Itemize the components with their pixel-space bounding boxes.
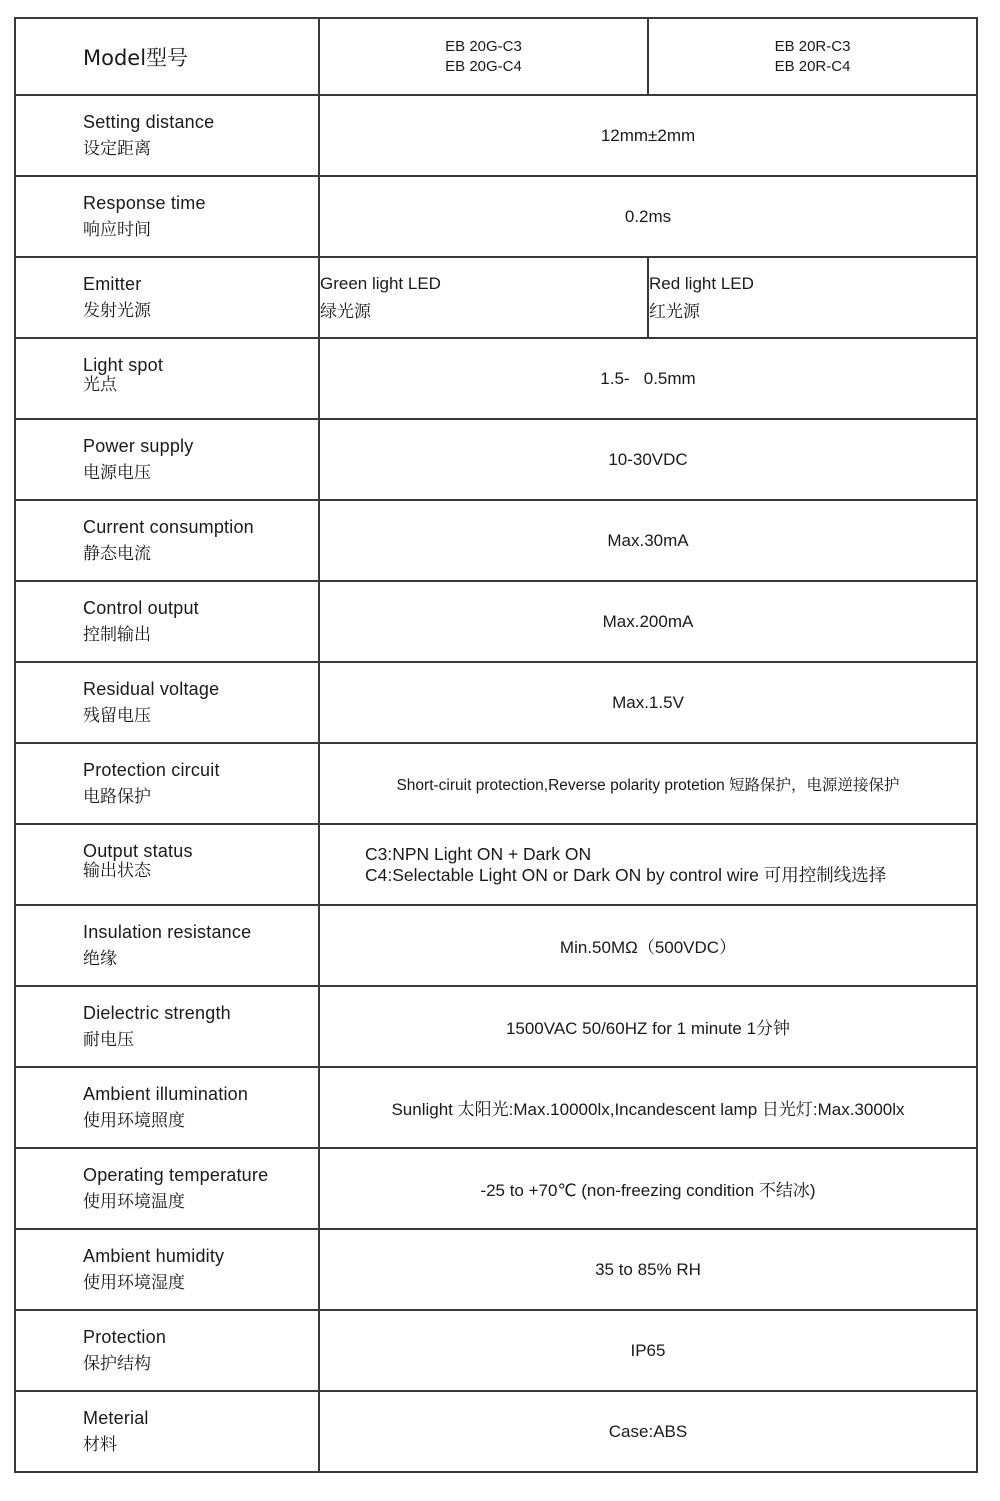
emitter-red-cell <box>648 257 977 338</box>
row-value: 12mm±2mm <box>319 95 977 176</box>
label-en: Ambient illumination <box>83 1084 249 1104</box>
label-en: Response time <box>83 193 206 213</box>
model-a-cell <box>319 18 648 95</box>
label-en: Ambient humidity <box>83 1246 225 1266</box>
row-label <box>15 1148 319 1229</box>
label-en: Output status <box>83 840 193 861</box>
model-a-line-1: EB 20G-C3 <box>445 37 522 55</box>
label-en: Protection <box>83 1327 167 1347</box>
row-label <box>15 986 319 1067</box>
row-value: Max.30mA <box>319 500 977 581</box>
row-label <box>15 1391 319 1472</box>
label-en: Insulation resistance <box>83 922 252 942</box>
row-value: -25 to +70℃ (non-freezing condition 不结冰) <box>319 1148 977 1229</box>
label-zh: 光点 <box>83 374 117 395</box>
label-zh: 发射光源 <box>83 301 151 321</box>
row-value: Case:ABS <box>319 1391 977 1472</box>
emitter-green-zh: 绿光源 <box>320 301 371 322</box>
row-value: Short-ciruit protection,Reverse polarity protetion 短路保护，电源逆接保护 <box>319 743 977 824</box>
row-label <box>15 176 319 257</box>
row-label <box>15 905 319 986</box>
label-en: Residual voltage <box>83 679 220 699</box>
table-row <box>15 257 977 338</box>
row-label <box>15 743 319 824</box>
emitter-green-cell <box>319 257 648 338</box>
label-zh: 保护结构 <box>83 1354 151 1374</box>
row-label <box>15 95 319 176</box>
table-row <box>15 743 977 824</box>
table-row <box>15 419 977 500</box>
label-zh: 电路保护 <box>83 787 151 807</box>
table-row <box>15 1148 977 1229</box>
table-row <box>15 1067 977 1148</box>
label-zh: 绝缘 <box>83 949 117 969</box>
label-zh: 响应时间 <box>83 220 151 240</box>
model-label-cell <box>15 18 319 95</box>
label-zh: 使用环境照度 <box>83 1111 185 1131</box>
row-label <box>15 338 319 419</box>
table-row <box>15 662 977 743</box>
label-en: Operating temperature <box>83 1165 269 1185</box>
label-en: Current consumption <box>83 517 254 537</box>
table-row <box>15 986 977 1067</box>
label-en: Control output <box>83 598 199 618</box>
specification-table <box>14 17 978 1473</box>
row-value: Min.50MΩ（500VDC） <box>319 905 977 986</box>
row-value: 0.2ms <box>319 176 977 257</box>
row-label <box>15 257 319 338</box>
row-label <box>15 662 319 743</box>
label-en: Light spot <box>83 354 164 375</box>
label-en: Emitter <box>83 274 142 294</box>
row-label <box>15 500 319 581</box>
row-value: Max.200mA <box>319 581 977 662</box>
label-zh: 电源电压 <box>83 463 151 483</box>
spec-sheet <box>14 17 976 1473</box>
header-row <box>15 18 977 95</box>
row-label <box>15 1310 319 1391</box>
table-row <box>15 338 977 419</box>
model-label: Model型号 <box>83 45 189 70</box>
output-status-line-1: C3:NPN Light ON + Dark ON <box>365 843 592 864</box>
emitter-green-en: Green light LED <box>320 273 441 293</box>
row-label <box>15 419 319 500</box>
label-zh: 输出状态 <box>83 860 151 881</box>
row-value: 10-30VDC <box>319 419 977 500</box>
row-value: 1500VAC 50/60HZ for 1 minute 1分钟 <box>319 986 977 1067</box>
table-row <box>15 95 977 176</box>
label-zh: 残留电压 <box>83 706 151 726</box>
row-label <box>15 581 319 662</box>
output-status-line-2: C4:Selectable Light ON or Dark ON by control wire 可用控制线选择 <box>365 864 887 885</box>
label-en: Meterial <box>83 1408 149 1428</box>
row-label <box>15 1229 319 1310</box>
table-row <box>15 1310 977 1391</box>
row-value: 1.5- 0.5mm <box>319 338 977 419</box>
label-en: Dielectric strength <box>83 1003 231 1023</box>
model-b-cell <box>648 18 977 95</box>
model-b-line-1: EB 20R-C3 <box>774 37 851 55</box>
row-value: 35 to 85% RH <box>319 1229 977 1310</box>
label-en: Power supply <box>83 436 194 456</box>
emitter-red-zh: 红光源 <box>649 301 700 322</box>
row-label <box>15 1067 319 1148</box>
label-zh: 使用环境温度 <box>83 1192 185 1212</box>
table-row <box>15 905 977 986</box>
table-row <box>15 1229 977 1310</box>
label-en: Protection circuit <box>83 760 220 780</box>
label-zh: 静态电流 <box>83 544 151 564</box>
model-a-line-2: EB 20G-C4 <box>445 57 522 75</box>
label-zh: 耐电压 <box>83 1030 134 1050</box>
row-value: Max.1.5V <box>319 662 977 743</box>
row-value <box>319 824 977 905</box>
table-row <box>15 500 977 581</box>
model-b-line-2: EB 20R-C4 <box>774 57 851 75</box>
row-value: Sunlight 太阳光:Max.10000lx,Incandescent lamp 日光灯:Max.3000lx <box>319 1067 977 1148</box>
table-row <box>15 176 977 257</box>
label-zh: 设定距离 <box>83 139 151 159</box>
label-zh: 使用环境湿度 <box>83 1273 185 1293</box>
table-row <box>15 581 977 662</box>
label-en: Setting distance <box>83 112 215 132</box>
row-label <box>15 824 319 905</box>
label-zh: 控制输出 <box>83 625 151 645</box>
label-zh: 材料 <box>83 1435 117 1455</box>
table-row <box>15 1391 977 1472</box>
emitter-red-en: Red light LED <box>649 273 754 293</box>
table-row <box>15 824 977 905</box>
row-value: IP65 <box>319 1310 977 1391</box>
